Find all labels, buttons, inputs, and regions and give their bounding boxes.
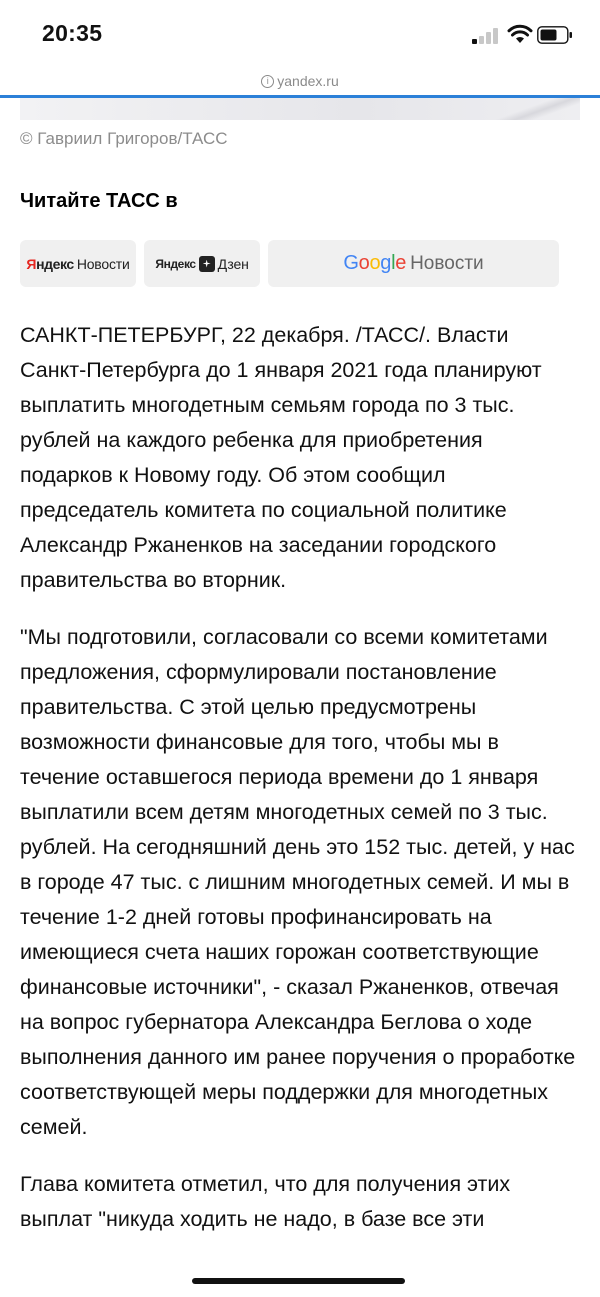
zen-icon [199, 256, 215, 272]
home-indicator[interactable] [192, 1278, 405, 1284]
google-logo: Google [343, 252, 407, 274]
status-time: 20:35 [42, 20, 103, 46]
article-paragraph: "Мы подготовили, согласовали со всеми комитетами предложения, сформулировали постановление правительства. С этой целью предусмотрены возможности финансовые для того, чтобы мы в течение оставшегося периода времени до 1 января выплатили всем детям многодетных семей по 3 тыс. рублей. На сегодняшний день это 152 тыс. детей, у нас в городе 47 тыс. с лишним многодетных семей. И мы в течение 1-2 дней готовы профинансировать на имеющиеся счета наших горожан соответствующие финансовые источники", - сказал Ржаненков, отвечая на вопрос губернатора Александра Беглова о ходе выполнения данного им ранее поручения о проработке соответствующей меры поддержки для многодетных семей. [20, 625, 576, 1139]
address-bar[interactable] [0, 70, 600, 96]
source-label: Новости [76, 255, 130, 272]
article-body [20, 318, 580, 1259]
cellular-signal-icon [472, 28, 502, 44]
photo-caption: © Гавриил Григоров/ТАСС [20, 129, 228, 148]
article-photo [20, 98, 580, 120]
yandex-zen-button[interactable] [144, 240, 260, 287]
yandex-logo: Яндекс [155, 256, 196, 271]
url-label: yandex.ru [277, 73, 339, 89]
source-label: Новости [410, 252, 484, 274]
info-icon: i [261, 75, 274, 88]
battery-icon [537, 26, 573, 44]
yandex-news-button[interactable] [20, 240, 136, 287]
address-bar-url[interactable] [261, 73, 338, 89]
wifi-icon [507, 24, 533, 44]
status-bar [0, 0, 600, 70]
source-label: Дзен [217, 255, 249, 272]
google-news-button[interactable] [268, 240, 559, 287]
read-in-heading: Читайте ТАСС в [20, 190, 178, 212]
article-paragraph: САНКТ-ПЕТЕРБУРГ, 22 декабря. /ТАСС/. Власти Санкт-Петербурга до 1 января 2021 года планируют выплатить многодетным семьям города по 3 тыс. рублей на каждого ребенка для приобретения подарков к Новому году. Об этом сообщил председатель комитета по социальной политике Александр Ржаненков на заседании городского правительства во вторник. [20, 323, 542, 592]
news-sources [20, 240, 559, 287]
article-paragraph: Глава комитета отметил, что для получения этих выплат "никуда ходить не надо, в базе все эти [20, 1172, 511, 1231]
yandex-logo: Яндекс [26, 255, 74, 272]
